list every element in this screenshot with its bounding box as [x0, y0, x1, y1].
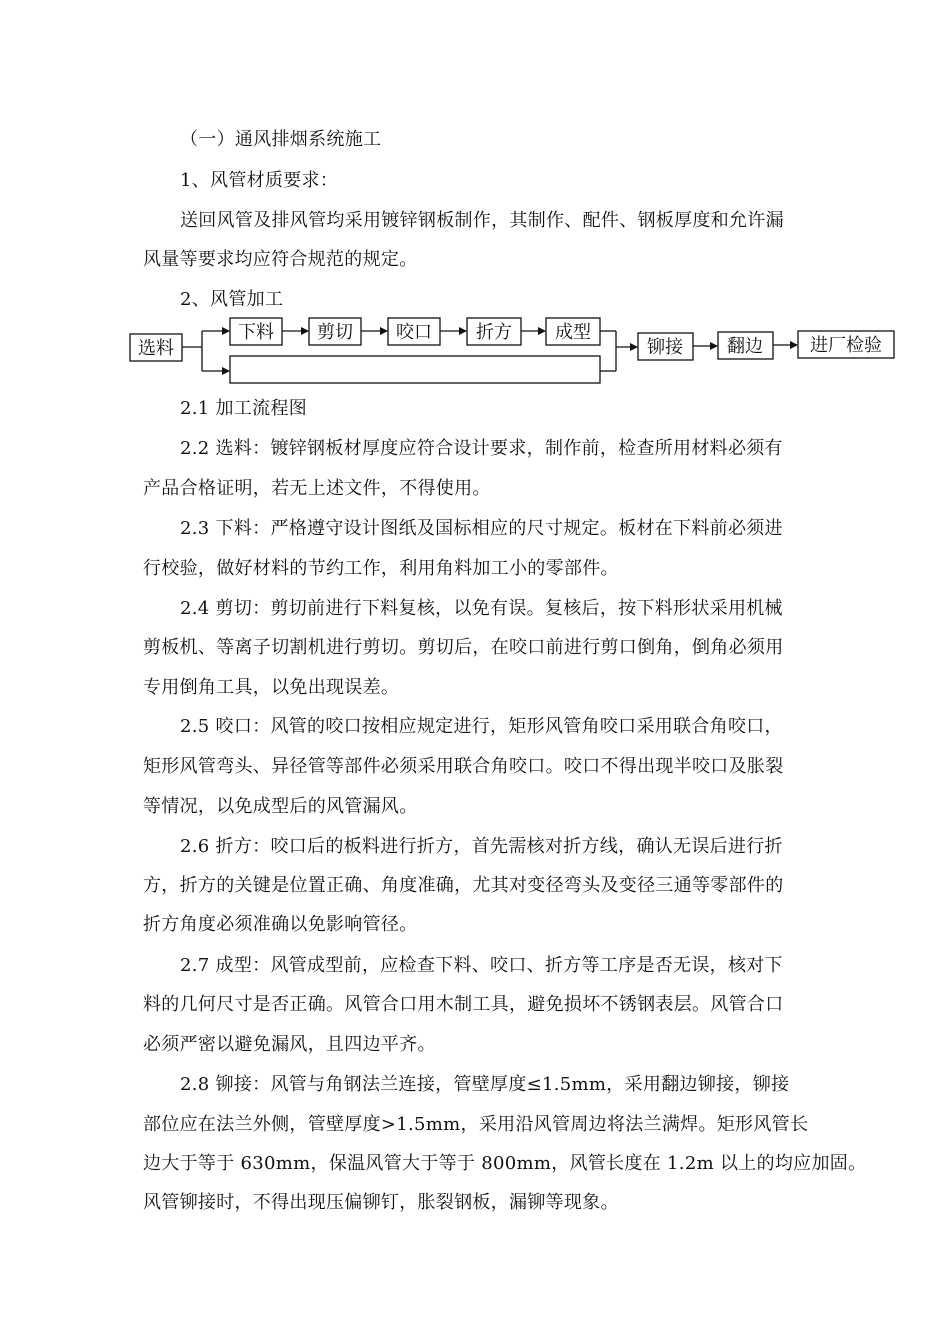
flow-label-after-2: 翻边	[727, 336, 763, 357]
flow-label-start: 选料	[138, 338, 174, 359]
para-2-6-line-1: 2.6 折方：咬口后的板料进行折方，首先需核对折方线，确认无误后进行折	[180, 836, 783, 857]
para-2-4-line-2: 剪板机、等离子切割机进行剪切。剪切后，在咬口前进行剪口倒角，倒角必须用	[143, 637, 784, 658]
flow-label-upper-4: 折方	[476, 322, 512, 343]
section-1-title: 1、风管材质要求：	[180, 170, 339, 191]
flow-label-after-3: 进厂检验	[810, 335, 882, 356]
flow-label-upper-3: 咬口	[396, 322, 432, 343]
para-2-6-line-3: 折方角度必须准确以免影响管径。	[143, 914, 418, 935]
para-2-8-line-2: 部位应在法兰外侧，管壁厚度>1.5mm，采用沿风管周边将法兰满焊。矩形风管长	[143, 1114, 809, 1135]
flow-label-upper-1: 下料	[238, 322, 274, 343]
para-2-2-line-1: 2.2 选料：镀锌钢板材厚度应符合设计要求，制作前，检查所用材料必须有	[180, 438, 783, 459]
para-2-6-line-2: 方，折方的关键是位置正确、角度准确，尤其对变径弯头及变径三通等零部件的	[143, 875, 784, 896]
section-heading: （一）通风排烟系统施工	[180, 129, 382, 150]
para-2-5-line-3: 等情况，以免成型后的风管漏风。	[143, 796, 418, 817]
para-2-3-line-2: 行校验，做好材料的节约工作，利用角料加工小的零部件。	[143, 558, 619, 579]
para-2-5-line-1: 2.5 咬口：风管的咬口按相应规定进行，矩形风管角咬口采用联合角咬口，	[180, 716, 783, 737]
para-2-7-line-1: 2.7 成型：风管成型前，应检查下料、咬口、折方等工序是否无误，核对下	[180, 955, 783, 976]
para-2-4-line-3: 专用倒角工具，以免出现误差。	[143, 677, 400, 698]
section-2-1-caption: 2.1 加工流程图	[180, 398, 308, 419]
flow-label-after-1: 铆接	[647, 337, 683, 358]
flow-label-upper-2: 剪切	[317, 322, 353, 343]
para-2-3-line-1: 2.3 下料：严格遵守设计图纸及国标相应的尺寸规定。板材在下料前必须进	[180, 518, 783, 539]
para-2-8-line-1: 2.8 铆接：风管与角钢法兰连接，管壁厚度≤1.5mm，采用翻边铆接，铆接	[180, 1074, 790, 1095]
para-2-8-line-4: 风管铆接时，不得出现压偏铆钉，胀裂钢板，漏铆等现象。	[143, 1192, 619, 1213]
flow-label-upper-5: 成型	[555, 322, 591, 343]
para-2-4-line-1: 2.4 剪切：剪切前进行下料复核，以免有误。复核后，按下料形状采用机械	[180, 598, 783, 619]
section-2-title: 2、风管加工	[180, 289, 284, 310]
para-2-8-line-3: 边大于等于 630mm，保温风管大于等于 800mm，风管长度在 1.2m 以上的均应加固。	[143, 1153, 867, 1174]
para-2-2-line-2: 产品合格证明，若无上述文件，不得使用。	[143, 478, 491, 499]
para-2-5-line-2: 矩形风管弯头、异径管等部件必须采用联合角咬口。咬口不得出现半咬口及胀裂	[143, 756, 784, 777]
section-1-line-2: 风量等要求均应符合规范的规定。	[143, 249, 418, 270]
para-2-7-line-2: 料的几何尺寸是否正确。风管合口用木制工具，避免损坏不锈钢表层。风管合口	[143, 994, 784, 1015]
process-flow-diagram	[0, 0, 950, 400]
flow-box-lower	[230, 356, 600, 383]
para-2-7-line-3: 必须严密以避免漏风，且四边平齐。	[143, 1034, 436, 1055]
section-1-line-1: 送回风管及排风管均采用镀锌钢板制作，其制作、配件、钢板厚度和允许漏	[180, 210, 784, 231]
